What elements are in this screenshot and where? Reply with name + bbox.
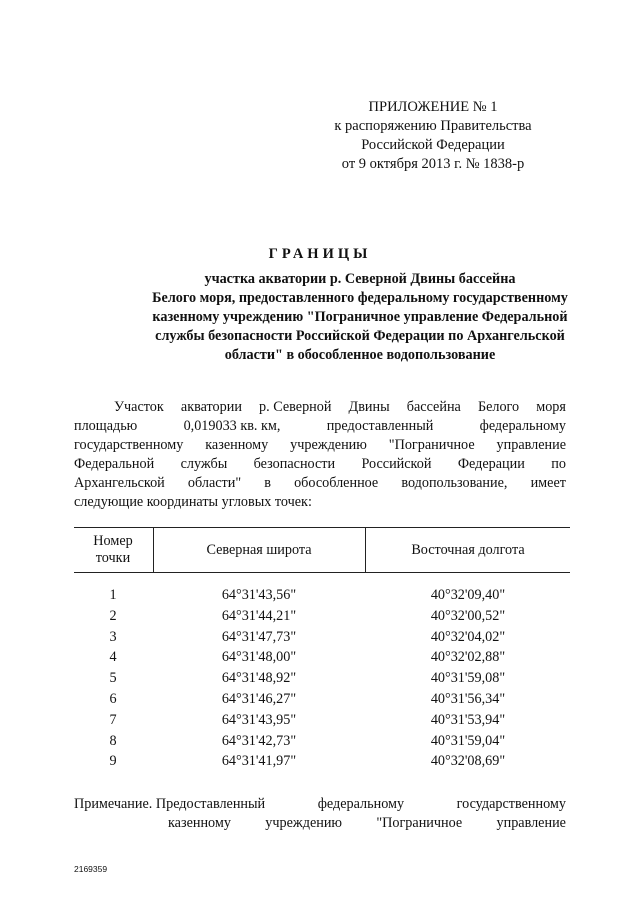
subtitle-line: Белого моря, предоставленного федеральному государственному xyxy=(152,290,568,306)
latitude-cell: 64°31'41,97" xyxy=(221,753,297,770)
paragraph-line xyxy=(74,474,566,493)
longitude-cell: 40°31'59,08" xyxy=(430,670,506,687)
document-title: ГРАНИЦЫ xyxy=(268,246,372,262)
document-subtitle xyxy=(40,270,640,365)
table-row xyxy=(74,649,570,670)
word: площадью xyxy=(74,418,138,434)
latitude-cell: 64°31'42,73" xyxy=(221,732,297,749)
word: в xyxy=(264,475,271,491)
word: Примечание. Предоставленный xyxy=(74,796,266,812)
word: Архангельской xyxy=(74,475,165,491)
note-section xyxy=(74,795,566,833)
word: области" xyxy=(187,475,242,491)
header-latitude: Северная широта xyxy=(206,541,312,558)
longitude-cell: 40°32'04,02" xyxy=(430,628,506,645)
longitude-cell: 40°32'08,69" xyxy=(430,753,506,770)
word: казенному xyxy=(205,437,269,453)
latitude-cell: 64°31'48,00" xyxy=(221,649,297,666)
word: Участок xyxy=(114,399,164,415)
word: государственному xyxy=(456,796,566,812)
word: безопасности xyxy=(253,456,336,472)
word: по xyxy=(551,456,566,472)
word: Российской xyxy=(361,456,432,472)
appendix-date-number: от 9 октября 2013 г. № 1838-р xyxy=(341,156,525,172)
word: имеет xyxy=(530,475,566,491)
table-header xyxy=(74,527,570,573)
coordinates-table xyxy=(74,527,570,774)
table-row xyxy=(74,670,570,691)
word: управление xyxy=(496,437,566,453)
subtitle-line: области" в обособленное водопользование xyxy=(224,347,496,363)
word: Федеральной xyxy=(74,456,155,472)
table-row xyxy=(74,753,570,774)
word: Белого xyxy=(477,399,520,415)
subtitle-line: службы безопасности Российской Федерации по Архангельской xyxy=(155,328,565,344)
point-number-cell: 8 xyxy=(109,732,117,749)
appendix-government: Российской Федерации xyxy=(361,137,505,153)
word: обособленное xyxy=(294,475,379,491)
table-row xyxy=(74,608,570,629)
word: федеральному xyxy=(479,418,566,434)
point-number-cell: 3 xyxy=(109,628,117,645)
word: учреждению xyxy=(290,437,367,453)
point-number-cell: 1 xyxy=(109,587,117,603)
word: государственному xyxy=(74,437,184,453)
latitude-cell: 64°31'48,92" xyxy=(221,670,297,687)
point-number-cell: 6 xyxy=(109,690,117,707)
word: предоставленный xyxy=(326,418,434,434)
appendix-header xyxy=(308,98,558,174)
point-number-cell: 2 xyxy=(109,607,117,624)
longitude-cell: 40°32'02,88" xyxy=(430,649,506,666)
word: службы xyxy=(180,456,228,472)
note-line xyxy=(74,795,566,814)
latitude-cell: 64°31'44,21" xyxy=(221,607,297,624)
paragraph-line xyxy=(74,436,566,455)
point-number-cell: 5 xyxy=(109,670,117,687)
word: Двины xyxy=(348,399,390,415)
latitude-cell: 64°31'43,95" xyxy=(221,711,297,728)
word: Федерации xyxy=(457,456,525,472)
paragraph-line xyxy=(74,398,566,417)
word: учреждению xyxy=(265,815,343,831)
word: "Пограничное xyxy=(388,437,475,453)
word: водопользование, xyxy=(401,475,508,491)
document-number: 2169359 xyxy=(74,864,108,874)
point-number-cell: 9 xyxy=(109,753,117,770)
table-row xyxy=(74,733,570,754)
word: управление xyxy=(496,815,566,831)
subtitle-line: участка акватории р. Северной Двины бассейна xyxy=(204,271,516,287)
longitude-cell: 40°31'59,04" xyxy=(430,732,506,749)
header-longitude: Восточная долгота xyxy=(411,541,525,558)
table-row xyxy=(74,629,570,650)
word: р. Северной xyxy=(259,399,332,415)
point-number-cell: 4 xyxy=(109,649,117,666)
subtitle-line: казенному учреждению "Пограничное управление Федеральной xyxy=(152,309,568,325)
paragraph-line xyxy=(74,455,566,474)
longitude-cell: 40°32'00,52" xyxy=(430,607,506,624)
paragraph-line: следующие координаты угловых точек: xyxy=(74,494,312,510)
paragraph-line xyxy=(74,417,566,436)
word: "Пограничное xyxy=(376,815,463,831)
note-line xyxy=(74,814,566,833)
longitude-cell: 40°32'09,40" xyxy=(430,587,506,603)
word: 0,019033 кв. км, xyxy=(183,418,281,434)
latitude-cell: 64°31'46,27" xyxy=(221,690,297,707)
latitude-cell: 64°31'43,56" xyxy=(221,587,297,603)
table-row xyxy=(74,587,570,608)
word: акватории xyxy=(180,399,242,415)
latitude-cell: 64°31'47,73" xyxy=(221,628,297,645)
body-paragraph xyxy=(74,398,566,512)
word: моря xyxy=(536,399,566,415)
word: казенному xyxy=(168,815,231,831)
table-row xyxy=(74,691,570,712)
longitude-cell: 40°31'53,94" xyxy=(430,711,506,728)
header-point-number xyxy=(74,528,152,572)
longitude-cell: 40°31'56,34" xyxy=(430,690,506,707)
header-text: точки xyxy=(95,550,131,566)
appendix-reference: к распоряжению Правительства xyxy=(334,118,532,134)
appendix-title: ПРИЛОЖЕНИЕ № 1 xyxy=(368,99,498,115)
header-text: Номер xyxy=(93,533,133,549)
point-number-cell: 7 xyxy=(109,711,117,728)
word: федеральному xyxy=(317,796,405,812)
table-row xyxy=(74,712,570,733)
word: бассейна xyxy=(406,399,461,415)
table-body xyxy=(74,587,570,774)
